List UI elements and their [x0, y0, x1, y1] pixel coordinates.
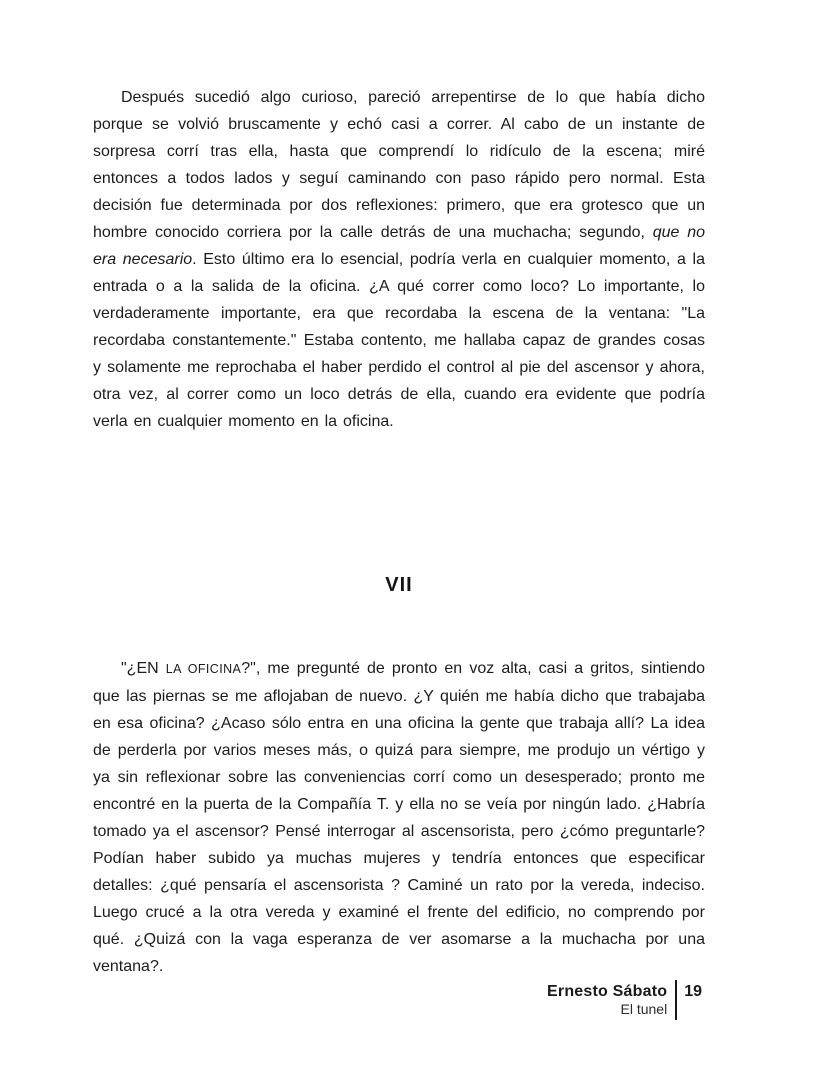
- paragraph-1-text-start: Después sucedió algo curioso, pareció arrepentirse de lo que había dicho porque se volvió bruscamente y echó casi a correr. Al cabo de un instante de sorpresa corrí tras ella, hasta que comprendí lo ridículo de la escena; miré entonces a todos lados y seguí caminando con paso rápido pero normal. Esta decisión fue determinada por dos reflexiones: primero, que era grotesco que un hombre conocido corriera por la calle detrás de una muchacha; segundo,: [93, 89, 705, 241]
- footer-author-title-block: [547, 982, 667, 1018]
- footer-page-number: 19: [684, 983, 702, 1000]
- page-footer: [547, 982, 702, 1020]
- paragraph-2-smallcaps-phrase: LA OFICINA: [165, 662, 242, 676]
- paragraph-2-text-end: ?", me pregunté de pronto en voz alta, casi a gritos, sintiendo que las piernas se me aflojaban de nuevo. ¿Y quién me había dicho que trabajaba en esa oficina? ¿Acaso sólo entra en una oficina la gente que trabaja allí? La idea de perderla por varios meses más, o quizá para siempre, me produjo un vértigo y ya sin reflexionar sobre las conveniencias corrí como un desesperado; pronto me encontré en la puerta de la Compañía T. y ella no se veía por ningún lado. ¿Habría tomado ya el ascensor? Pensé interrogar al ascensorista, pero ¿cómo preguntarle? Podían haber subido ya muchas mujeres y tendría entonces que especificar detalles: ¿qué pensaría el ascensorista ? Caminé un rato por la vereda, indeciso. Luego crucé a la otra vereda y examiné el frente del edificio, no comprendo por qué. ¿Quizá con la vaga esperanza de ver asomarse a la muchacha por una ventana?.: [93, 660, 705, 975]
- paragraph-1-text-end: . Esto último era lo esencial, podría verla en cualquier momento, a la entrada o a la salida de la oficina. ¿A qué correr como loco? Lo importante, lo verdaderamente importante, era que recordaba la escena de la ventana: "La recordaba constantemente." Estaba contento, me hallaba capaz de grandes cosas y solamente me reprochaba el haber perdido el control al pie del ascensor y ahora, otra vez, al correr como un loco detrás de ella, cuando era evidente que podría verla en cualquier momento en la oficina.: [93, 251, 705, 430]
- footer-author: Ernesto Sábato: [547, 983, 668, 1000]
- paragraph-1-italic-phrase: que no era necesario: [93, 224, 705, 268]
- paragraph-2-text-start: "¿EN: [121, 660, 166, 677]
- footer-divider: [675, 980, 677, 1020]
- footer-book-title: El tunel: [620, 1001, 668, 1017]
- paragraph-1: [93, 84, 705, 435]
- paragraph-2: [93, 655, 705, 980]
- chapter-heading: VII: [385, 574, 413, 596]
